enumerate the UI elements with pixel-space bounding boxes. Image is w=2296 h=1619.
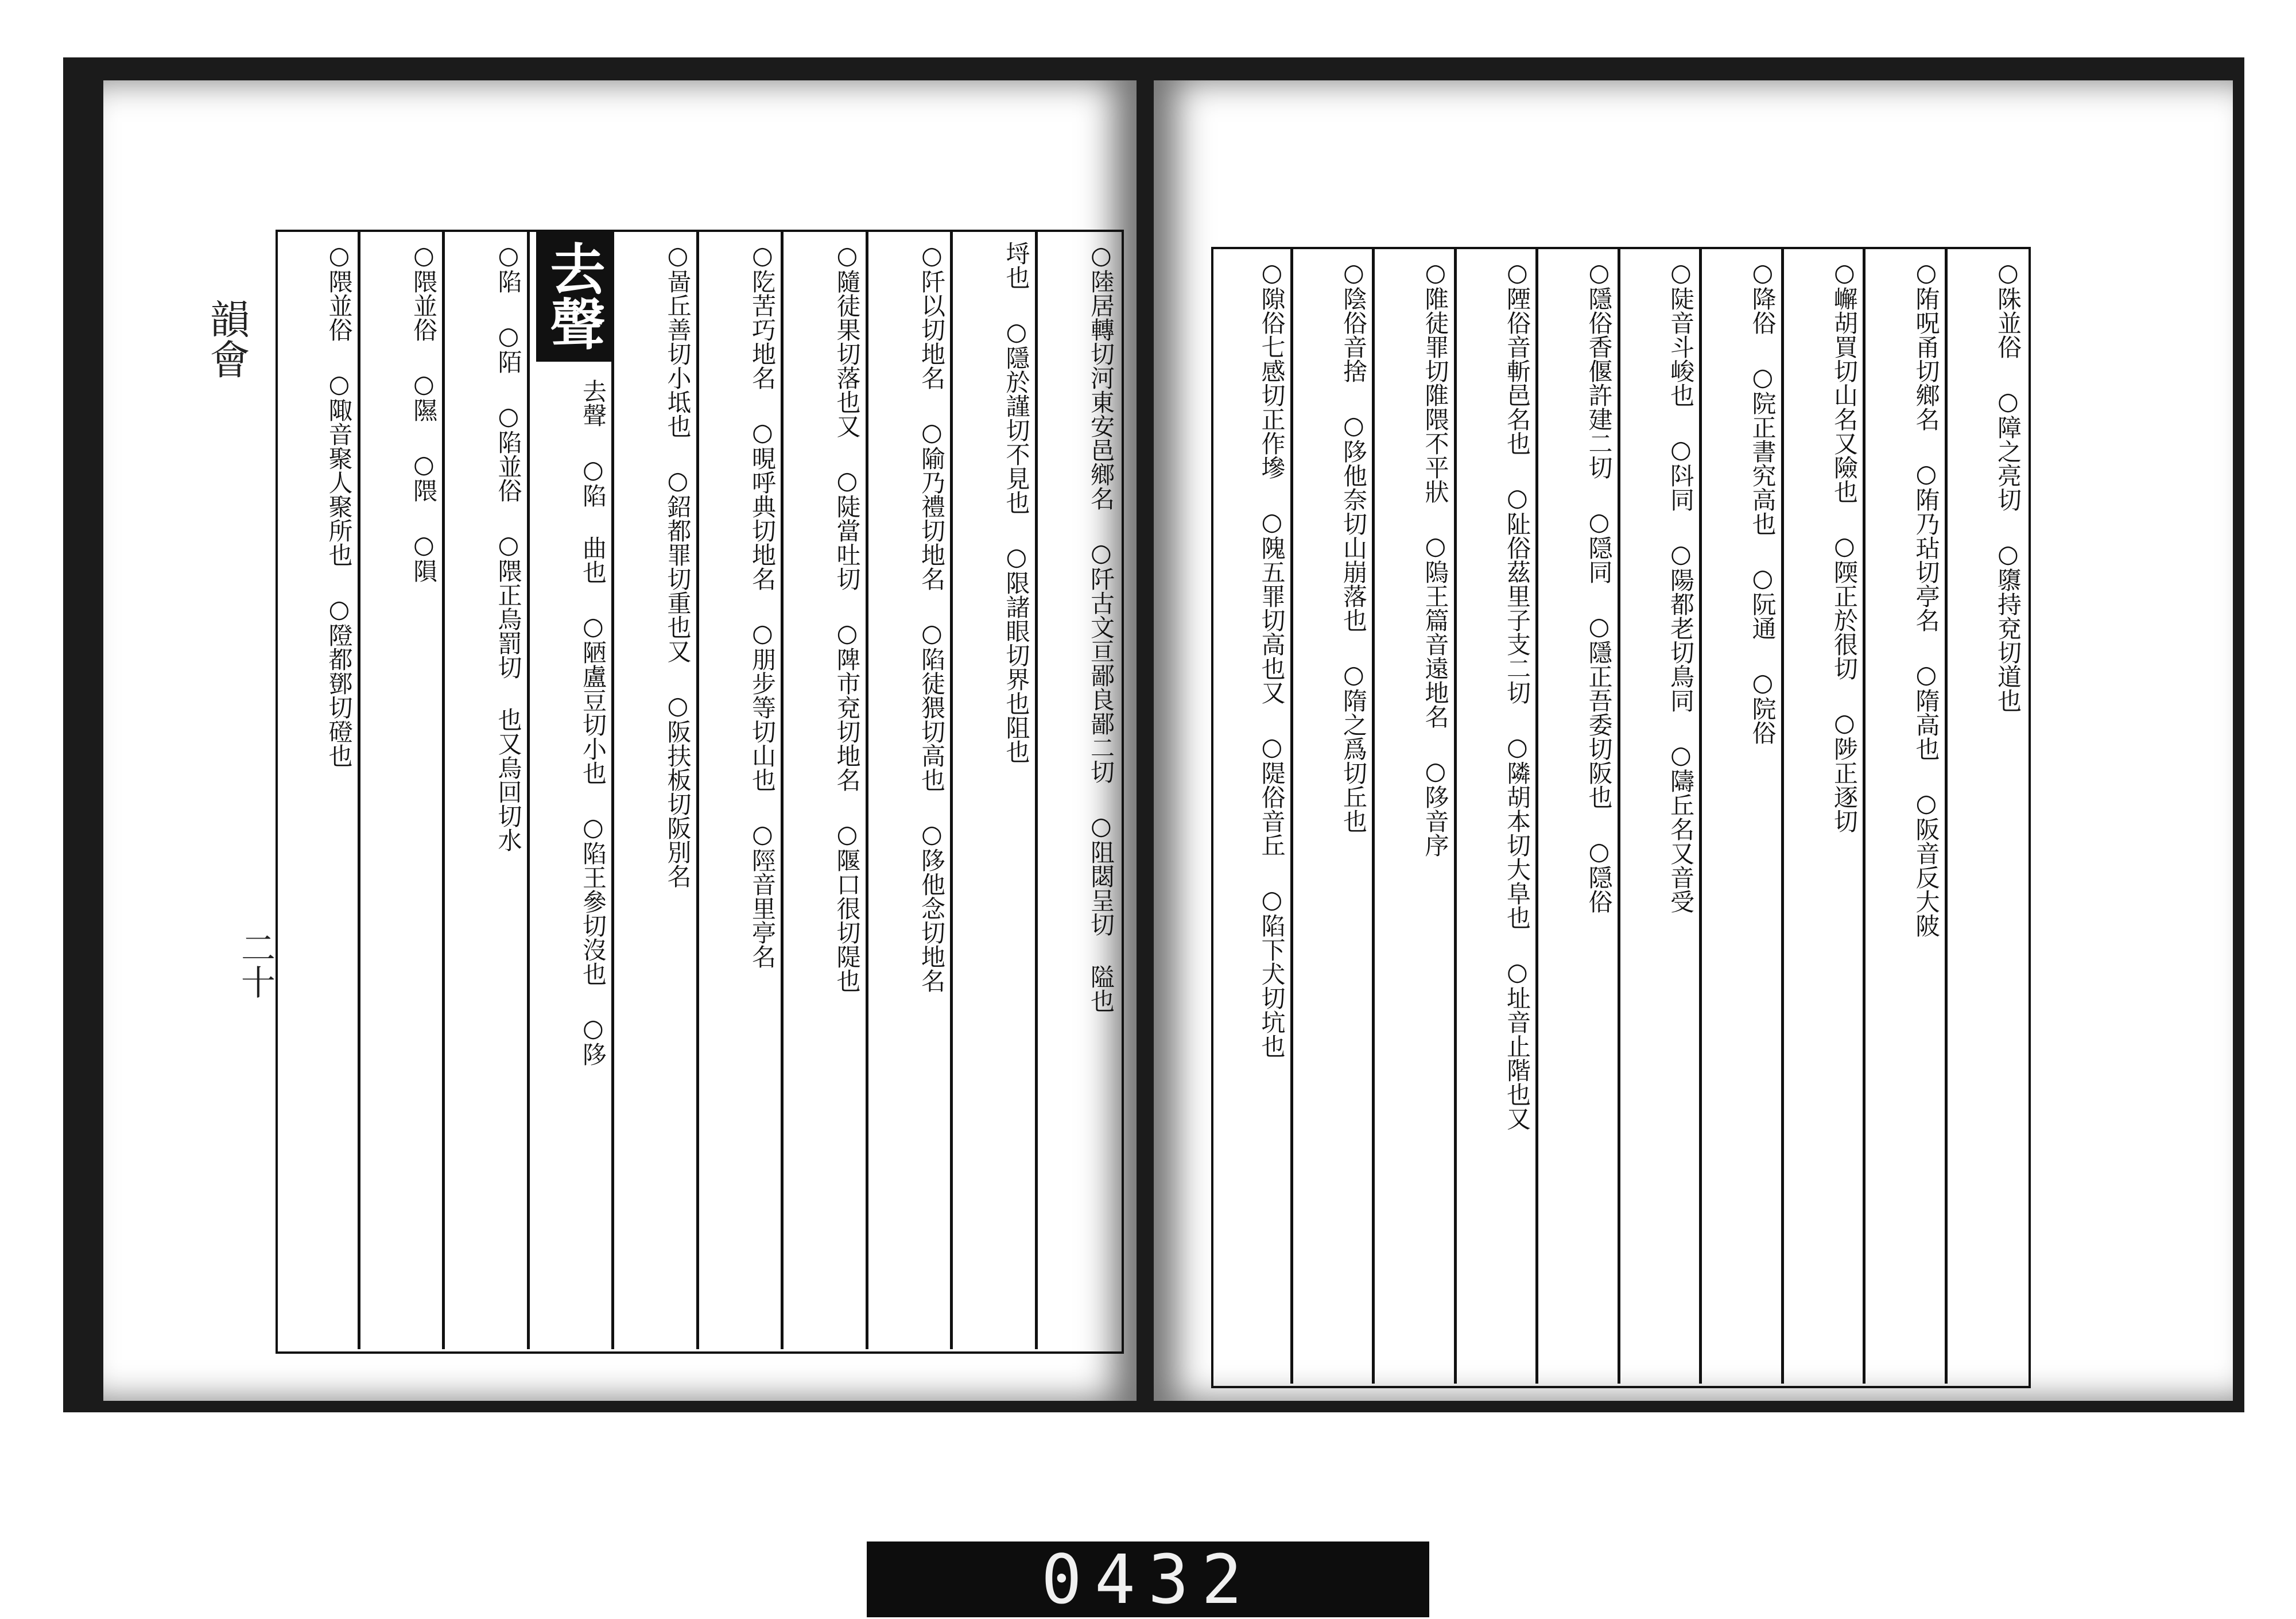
column-text: ○隨徒果切落也又 ○陡當吐切 ○陴市兗切地名 ○隁口很切隄也 — [833, 241, 862, 993]
right-column — [1945, 247, 2027, 1384]
column-text: ○隙俗七感切正作墋 ○隗五罪切高也又 ○隄俗音丘 ○陷下犬切坑也 — [1258, 258, 1286, 1058]
right-column — [1781, 247, 1863, 1384]
right-column — [1454, 247, 1536, 1384]
right-page — [1154, 80, 2233, 1401]
right-column — [1535, 247, 1618, 1384]
folio-number: 二十 — [235, 930, 276, 999]
column-text: ○隱俗香偃許建二切 ○隠同 ○隱正吾委切阪也 ○隠俗 — [1585, 258, 1614, 913]
column-text: ○隈並俗 ○隰 ○隈 ○隕 — [410, 241, 438, 583]
column-text: 去聲 ○陷 曲也 ○陋盧豆切小也 ○陷王參切沒也 ○陊 — [579, 379, 607, 1066]
column-text: ○阡以切地名 ○隃乃禮切地名 ○陷徒猥切高也 ○陊他念切地名 — [918, 241, 946, 993]
column-text: ○陸居轉切河東安邑鄉名 ○阡古文亘鄙良鄙二切 ○阻閟呈切 隘也 — [1087, 241, 1115, 1013]
left-column — [1035, 230, 1120, 1349]
column-text: ○陡音斗峻也 ○阧同 ○陽都老切鳥同 ○隯丘名又音受 — [1667, 258, 1695, 913]
left-column — [442, 230, 527, 1349]
right-column — [1290, 247, 1372, 1384]
column-text: ○陰俗音捨 ○陊他奈切山崩落也 ○隋之爲切丘也 — [1340, 258, 1368, 833]
column-text: ○阣苦巧地名 ○晛呼典切地名 ○朋步等切山也 ○陘音里亭名 — [748, 241, 777, 969]
left-column-section — [527, 230, 612, 1349]
archive-number: 0432 — [1041, 1540, 1255, 1619]
column-text: ○陎並俗 ○障之亮切 ○隳持兗切道也 — [1994, 258, 2022, 712]
left-column — [276, 230, 358, 1349]
left-column — [781, 230, 866, 1349]
column-text: ○啚丘善切小坻也 ○鉊都罪切重也又 ○阪扶板切阪別名 — [664, 241, 692, 888]
left-column — [358, 230, 443, 1349]
column-text: ○隈並俗 ○陬音聚人聚所也 ○隥都鄧切磴也 — [325, 241, 354, 768]
left-column — [696, 230, 781, 1349]
spine-title: 韻會 — [203, 299, 250, 379]
section-label: 去聲 — [536, 230, 611, 362]
right-column — [1618, 247, 1700, 1384]
column-text: ○陻俗音斬邑名也 ○阯俗茲里子支二切 ○隣胡本切大阜也 ○址音止階也又 — [1503, 258, 1531, 1130]
column-text: ○陏呪甬切鄉名 ○陏乃玷切亭名 ○隋高也 ○阪音反大陂 — [1912, 258, 1941, 938]
archive-number-stamp — [867, 1541, 1429, 1617]
left-page — [103, 80, 1137, 1401]
column-text: 埒也 ○隱於謹切不見也 ○限諸眼切界也阻也 — [1002, 241, 1031, 764]
left-column — [950, 230, 1035, 1349]
column-text: ○陮徒罪切陮隈不平狀 ○隖王篇音遠地名 ○陊音序 — [1421, 258, 1450, 857]
right-column — [1211, 247, 1290, 1384]
right-column — [1863, 247, 1945, 1384]
column-text: ○陷 ○陌 ○陷並俗 ○隈正烏罰切 也又烏回切水 — [494, 241, 523, 852]
right-column — [1372, 247, 1454, 1384]
column-text: ○嶰胡買切山名又險也 ○陾正於很切 ○陟正逐切 — [1830, 258, 1859, 833]
left-page-columns — [276, 230, 1119, 1349]
right-page-columns — [1211, 247, 2026, 1384]
left-column — [611, 230, 696, 1349]
right-column — [1699, 247, 1781, 1384]
column-text: ○降俗 ○院正書究高也 ○阮通 ○院俗 — [1748, 258, 1777, 745]
left-column — [866, 230, 951, 1349]
